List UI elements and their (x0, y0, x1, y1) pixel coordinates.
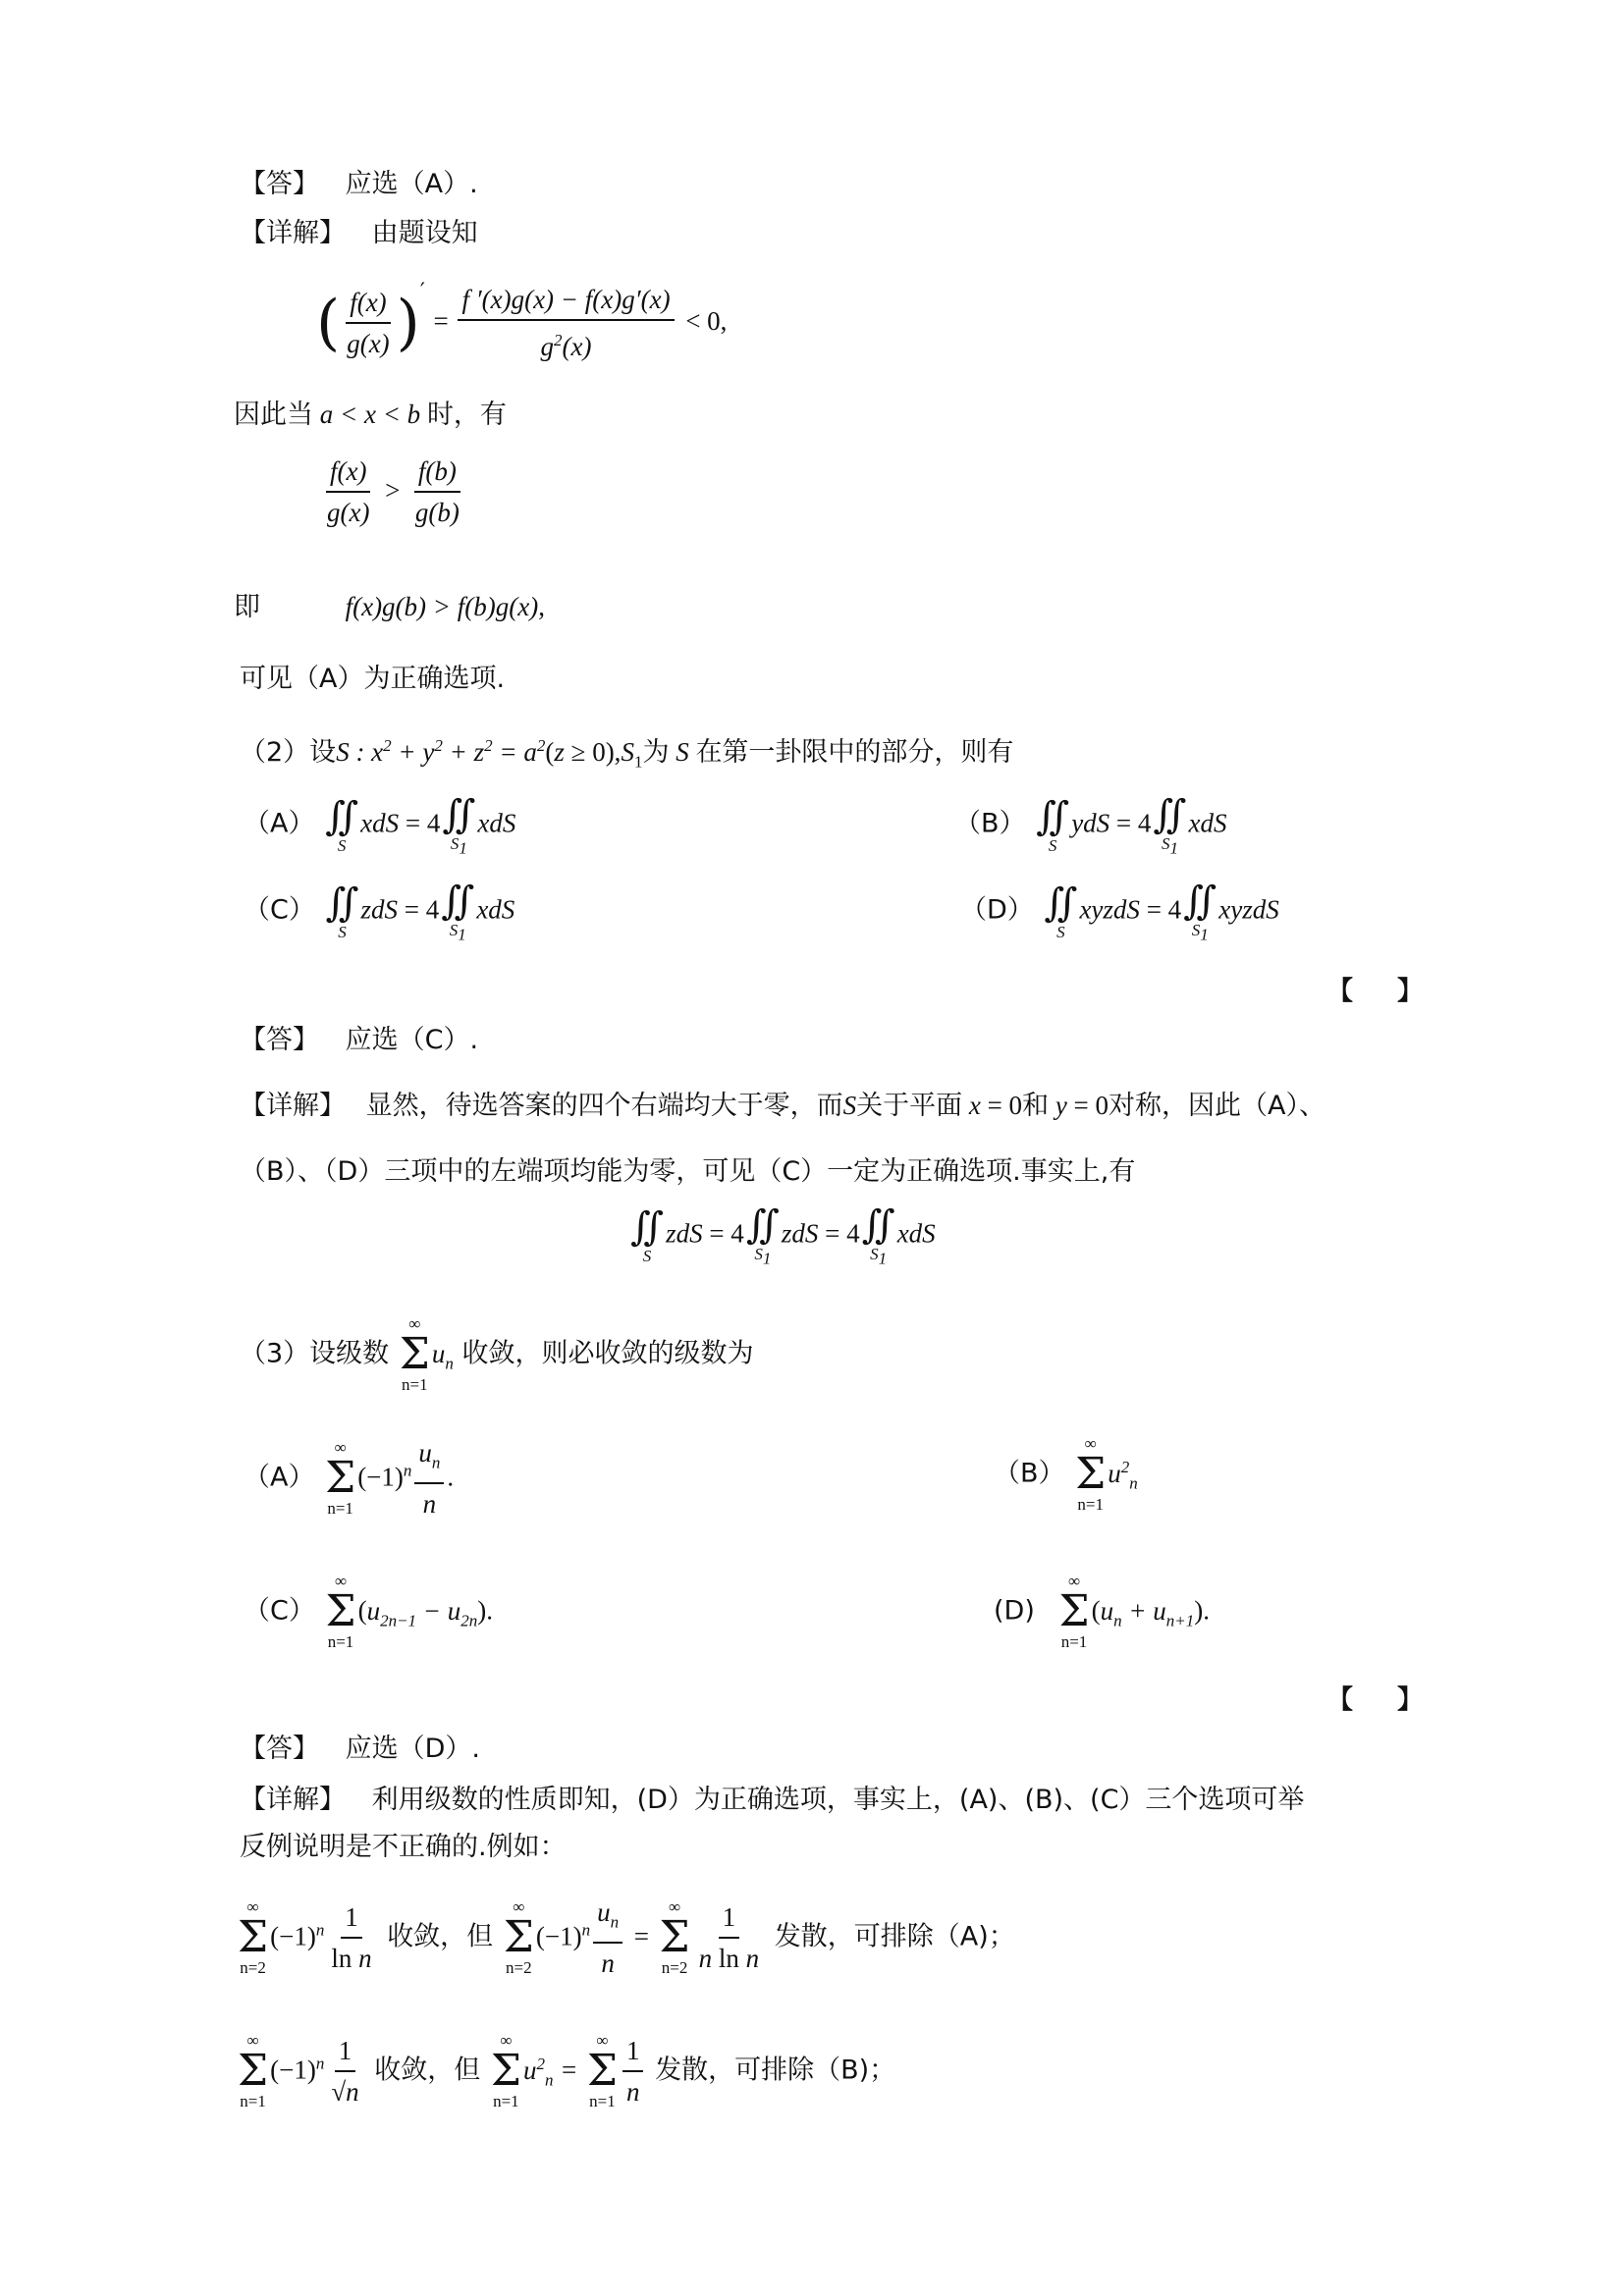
answer-text: 应选（C）. (345, 1025, 479, 1055)
answer-tag: 【答】 (240, 1025, 319, 1055)
q3-counterexample-b: ∞ Σ n=1 $(-1)^n$ $\frac{1}{√n}$ 收敛，但 ∞ Σ n=1 $u^2_n$ = ∞ Σ n=1 $\frac{1}{n}$ 发散，可排除（B)； (238, 2031, 896, 2110)
q3-stem-suffix: 收敛，则必收敛的级数为 (461, 1338, 754, 1369)
option-a-label: （A） (243, 1462, 315, 1493)
ex2-text-tail: 发散，可排除（B)； (655, 2055, 896, 2086)
q3-option-c: （C） ∞ Σ n=1 $(u_{2n-1} - u_{2n})$. (243, 1572, 494, 1651)
q2-stem: （2）设S : $x^2 + y^2 + z^2 = a^2(z \ge 0),S_1$为 S 在第一卦限中的部分，则有 (240, 736, 1014, 772)
answer-tag: 【答】 (240, 1734, 319, 1764)
q1-conclusion: 可见（A）为正确选项. (240, 664, 506, 694)
q1-inequality: $\frac{f(x)}{g(x)}$ > $\frac{f(b)}{g(b)}$ (320, 454, 466, 530)
option-c-label: （C） (243, 1595, 315, 1627)
q2-integral-identity: ∬ S zdS = 4 ∬ $S_1$ zdS = 4 ∬ $S_1$ xdS (630, 1202, 936, 1268)
q1-detail-line (240, 214, 478, 253)
text-ji: 即 (234, 592, 260, 622)
q2-option-d: （D） ∬ S xyzdS = 4 ∬ $S_1$ xyzdS (960, 879, 1279, 944)
option-c-label: （C） (243, 894, 315, 926)
q2-detail-text-d: 对称，因此（A）、 (1109, 1091, 1326, 1121)
q3-detail-line2: 反例说明是不正确的.例如： (240, 1832, 567, 1862)
option-d-label: （D） (960, 894, 1034, 926)
q2-detail-line1: 【详解】 显然，待选答案的四个右端均大于零，而S关于平面 x = 0和 y = 0对称，因此（A）、 (240, 1091, 1326, 1121)
q3-detail-text: 利用级数的性质即知，(D）为正确选项，事实上，(A)、(B)、(C）三个选项可举 (371, 1785, 1305, 1815)
q3-answer-line (240, 1730, 480, 1769)
text-when: 时，有 (426, 400, 507, 430)
q2-answer-bracket: 【 】 (1327, 977, 1441, 1006)
q2-detail-text-b: 关于平面 (856, 1091, 963, 1121)
q2-stem-prefix: （2）设 (240, 737, 337, 768)
q3-counterexample-a: ∞ Σ n=2 $(-1)^n$ $\frac{1}{\text{ln n}}$ 收敛，但 ∞ Σ n=2 $(-1)^n$ $\frac{u_n}{n}$ = ∞ Σ n=2 $\frac{1}{\text{n ln n}}$ 发散，可排除（A)； (236, 1895, 1015, 1981)
q3-stem-prefix: （3）设级数 (240, 1338, 390, 1369)
q2-detail-text-a: 显然，待选答案的四个右端均大于零，而 (365, 1091, 843, 1121)
detail-tag: 【详解】 (240, 1785, 346, 1815)
ex1-text-tail: 发散，可排除（A)； (774, 1921, 1015, 1952)
option-b-label: （B） (994, 1458, 1065, 1489)
q2-answer-line (240, 1021, 478, 1060)
option-b-label: （B） (954, 808, 1026, 839)
detail-tag: 【详解】 (240, 1091, 346, 1121)
detail-text: 由题设知 (371, 218, 478, 248)
text-because: 因此当 (234, 400, 313, 430)
option-d-label: (D) (994, 1595, 1035, 1627)
answer-text: 应选（A）. (345, 169, 478, 199)
option-a-label: （A） (243, 808, 315, 839)
answer-text: 应选（D）. (345, 1734, 480, 1764)
q3-answer-bracket: 【 】 (1327, 1685, 1441, 1715)
q2-stem-mid: 为 (642, 737, 670, 768)
answer-tag: 【答】 (240, 169, 319, 199)
q2-detail-text-c: 和 (1022, 1091, 1050, 1121)
q1-answer-line (240, 165, 478, 204)
detail-tag: 【详解】 (240, 218, 346, 248)
q2-option-b: （B） ∬ S ydS = 4 ∬ $S_1$ xdS (954, 792, 1227, 858)
q1-because-line: 因此当 a < x < b 时，有 (234, 400, 507, 430)
q3-option-d: (D) ∞ Σ n=1 $(u_n + u_{n+1})$. (994, 1572, 1211, 1651)
ex1-text-mid: 收敛，但 (387, 1921, 494, 1952)
q2-detail-line2: （B）、（D）三项中的左端项均能为零，可见（C）一定为正确选项.事实上,有 (240, 1156, 1136, 1187)
q3-stem: （3）设级数 ∞ Σ n=1 $u_n$ 收敛，则必收敛的级数为 (240, 1314, 754, 1394)
q1-derivative-equation: ( $\frac{f(x)}{g(x)}$ )′ = $\frac{f '(x)g(x) - f(x)g'(x)}{g^2(x)}$ < 0, (316, 280, 728, 361)
q3-detail-line1 (240, 1781, 1304, 1820)
q3-option-b: （B） ∞ Σ n=1 $u^2_n$ (994, 1434, 1138, 1514)
ex2-text-mid: 收敛，但 (374, 2055, 481, 2086)
q3-option-a: （A） ∞ Σ n=1 $(-1)^n$ $\frac{u_n}{n}$ . (243, 1435, 454, 1522)
q2-stem-suffix: 在第一卦限中的部分，则有 (695, 737, 1014, 768)
q1-ji-line: 即 f(x)g(b) > f(b)g(x), (234, 592, 545, 622)
q2-option-a: （A） ∬ S xdS = 4 ∬ $S_1$ xdS (243, 792, 516, 858)
q2-option-c: （C） ∬ S zdS = 4 ∬ $S_1$ xdS (243, 879, 515, 944)
